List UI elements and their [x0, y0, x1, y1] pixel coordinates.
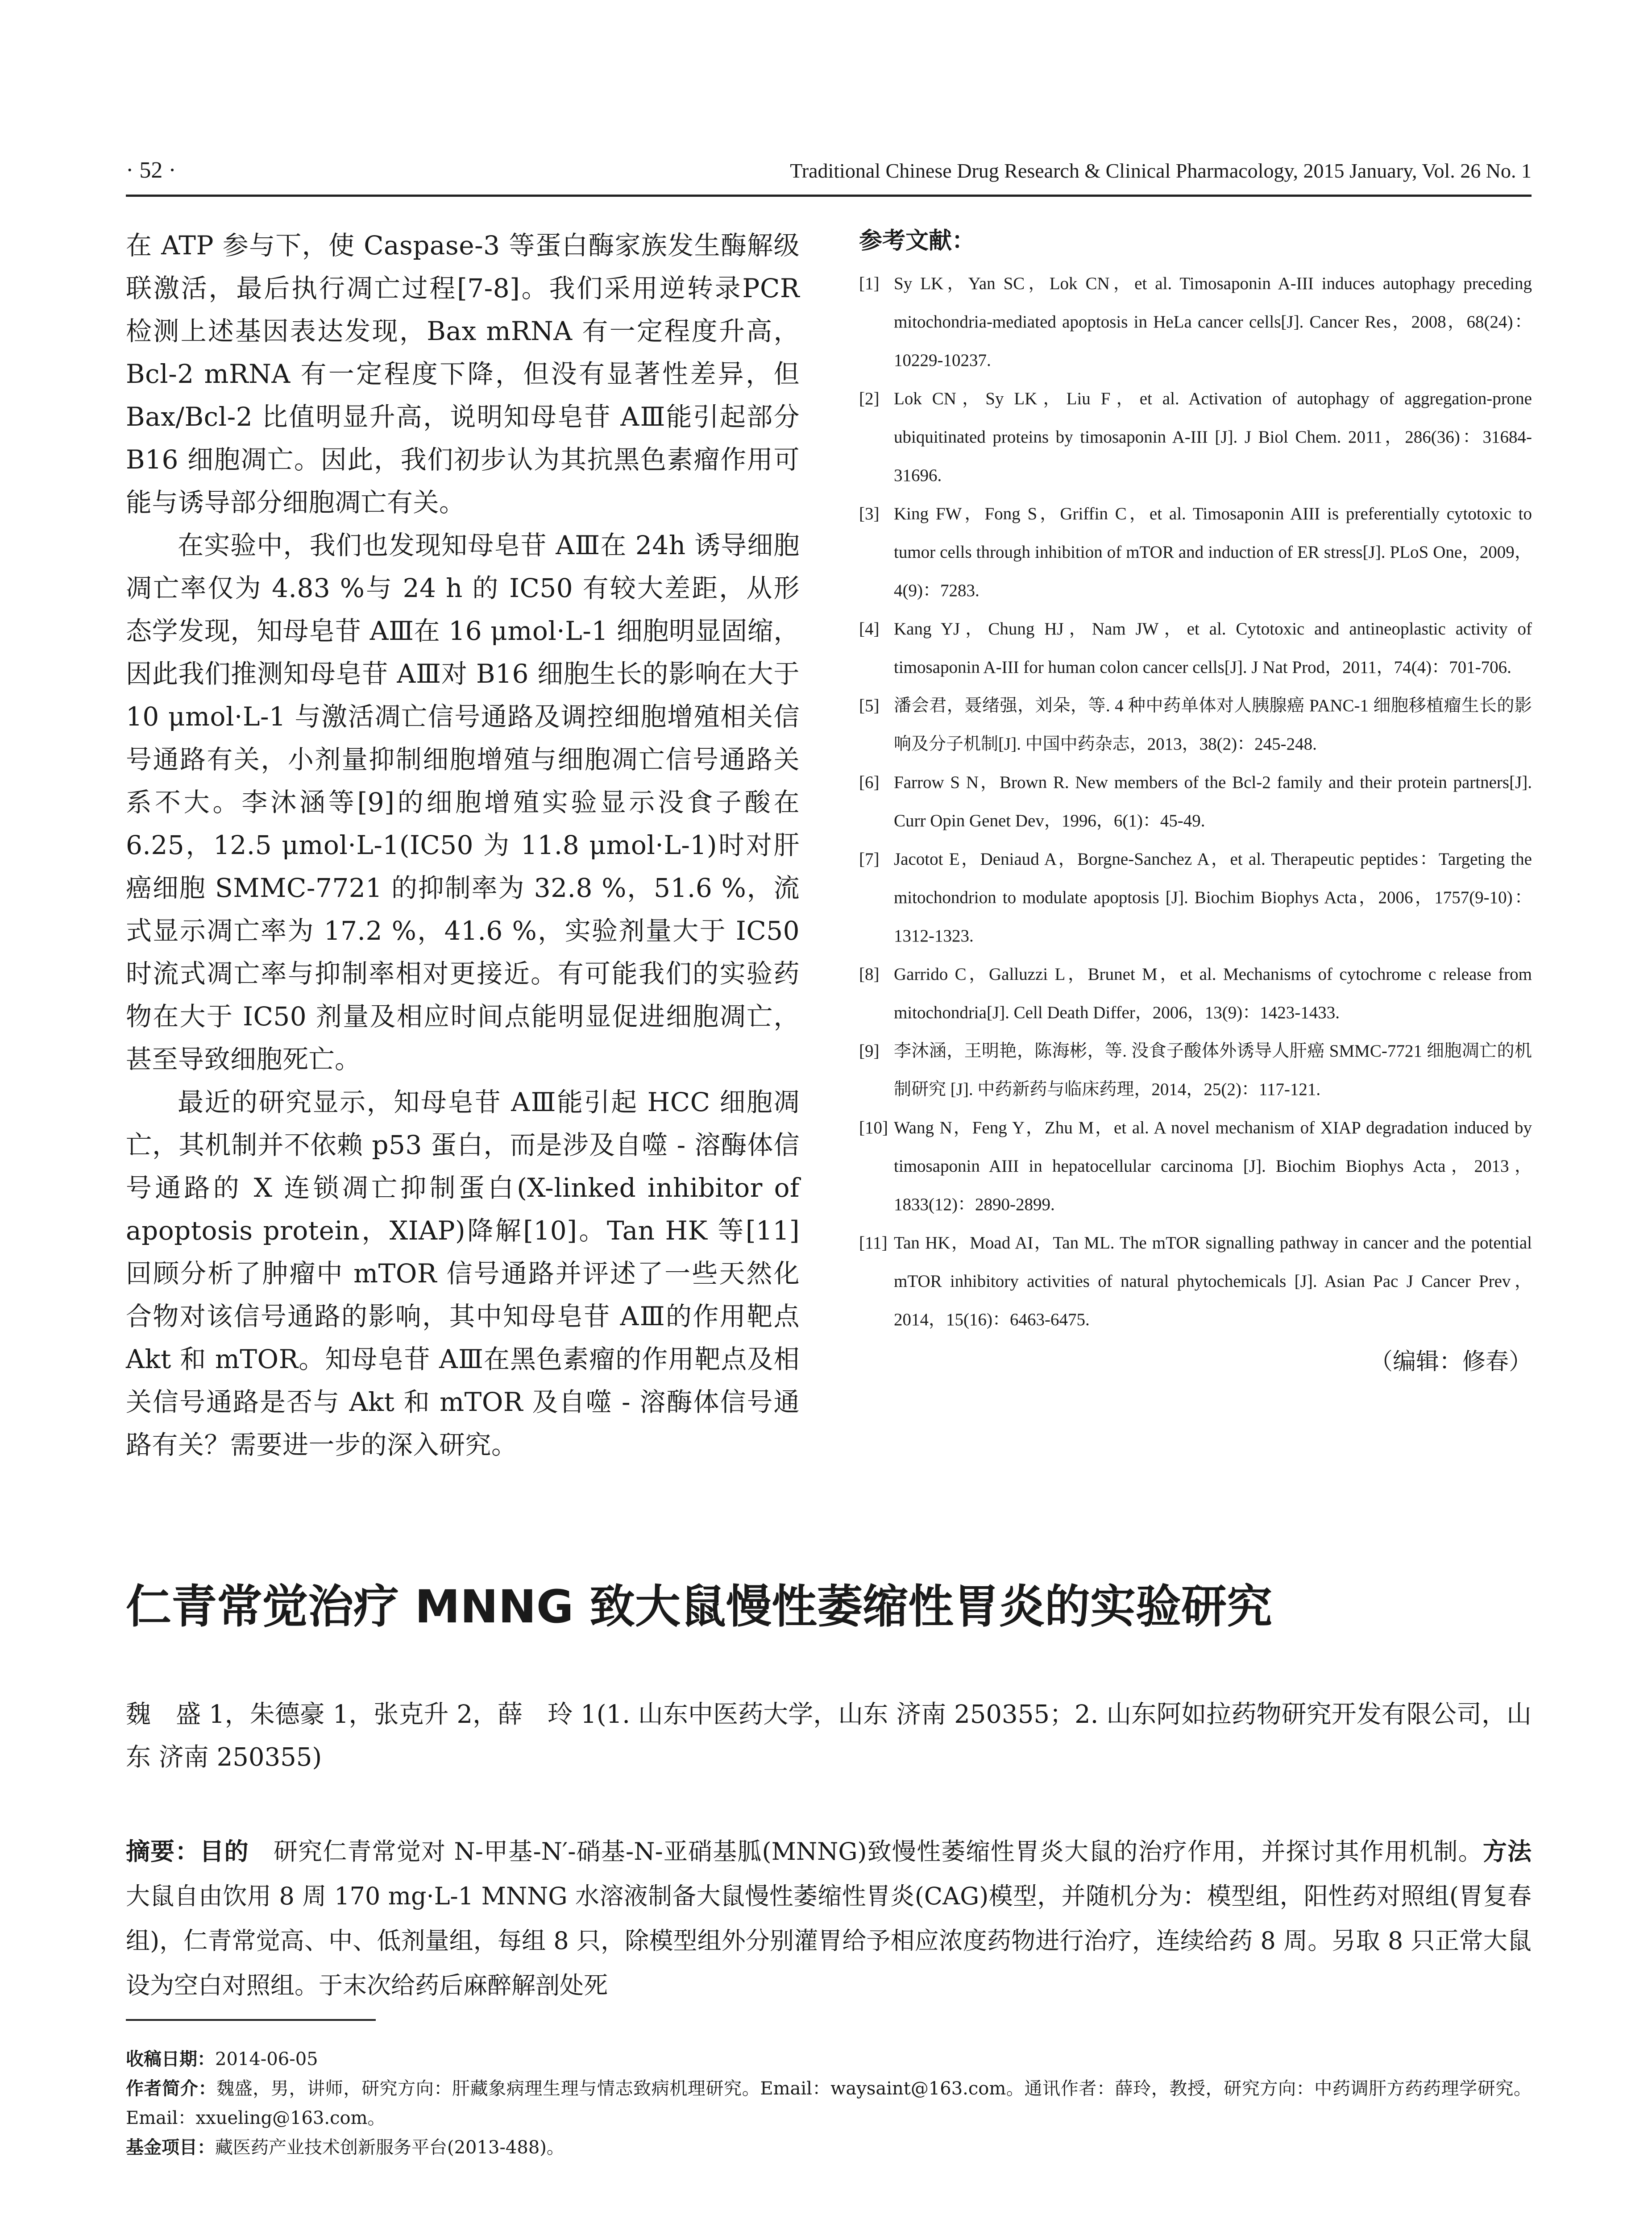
- left-column: [126, 224, 800, 1466]
- reference-item: [859, 380, 1532, 495]
- editor-note: （编辑：修春）: [1369, 1348, 1532, 1375]
- reference-number: [6]: [859, 773, 880, 792]
- reference-text: Tan HK，Moad AI，Tan ML. The mTOR signalling pathway in cancer and the potential mTOR inhibitory activities of natural phytochemicals [J]. Asian Pac J Cancer Prev，2014，15(16)：6463-6475.: [894, 1233, 1532, 1329]
- reference-text: Kang YJ，Chung HJ，Nam JW，et al. Cytotoxic and antineoplastic activity of timosaponin A-III for human colon cancer cells[J]. J Nat Prod，2011，74(4)：701-706.: [894, 619, 1532, 677]
- fund-label: 基金项目：: [126, 2137, 215, 2158]
- reference-text: Garrido C，Galluzzi L，Brunet M，et al. Mechanisms of cytochrome c release from mitochondria[J]. Cell Death Differ，2006，13(9)：1423-1433.: [894, 965, 1532, 1022]
- discussion-paragraph-2: 在实验中，我们也发现知母皂苷 AⅢ在 24h 诱导细胞凋亡率仅为 4.83 %与 24 h 的 IC50 有较大差距，从形态学发现，知母皂苷 AⅢ在 16 μmol·L-1 细胞明显固缩，因此我们推测知母皂苷 AⅢ对 B16 细胞生长的影响在大于 10 μmol·L-1 与激活凋亡信号通路及调控细胞增殖相关信号通路有关，小剂量抑制细胞增殖与细胞凋亡信号通路关系不大。李沐涵等[9]的细胞增殖实验显示没食子酸在 6.25，12.5 μmol·L-1(IC50 为 11.8 μmol·L-1)时对肝癌细胞 SMMC-7721 的抑制率为 32.8 %，51.6 %，流式显示凋亡率为 17.2 %，41.6 %，实验剂量大于 IC50 时流式凋亡率与抑制率相对更接近。有可能我们的实验药物在大于 IC50 剂量及相应时间点能明显促进细胞凋亡，甚至导致细胞死亡。: [126, 530, 800, 1074]
- discussion-paragraph-1: 在 ATP 参与下，使 Caspase-3 等蛋白酶家族发生酶解级联激活，最后执行凋亡过程[7-8]。我们采用逆转录PCR 检测上述基因表达发现，Bax mRNA 有一定程度升高，Bcl-2 mRNA 有一定程度下降，但没有显著性差异，但 Bax/Bcl-2 比值明显升高，说明知母皂苷 AⅢ能引起部分 B16 细胞凋亡。因此，我们初步认为其抗黑色素瘤作用可能与诱导部分细胞凋亡有关。: [126, 230, 800, 518]
- reference-number: [3]: [859, 504, 880, 523]
- abstract-label: 摘要：目的: [126, 1837, 249, 1866]
- received-date-note: [126, 2044, 1532, 2074]
- references-heading: 参考文献：: [859, 228, 975, 254]
- abstract: [126, 1829, 1532, 2008]
- reference-text: 潘会君，聂绪强，刘朵，等. 4 种中药单体对人胰腺癌 PANC-1 细胞移植瘤生长的影响及分子机制[J]. 中国中药杂志，2013，38(2)：245-248.: [894, 696, 1532, 754]
- reference-number: [2]: [859, 389, 880, 408]
- abstract-objective: 研究仁青常觉对 N-甲基-N′-硝基-N-亚硝基胍(MNNG)致慢性萎缩性胃炎大鼠的治疗作用，并探讨其作用机制。: [274, 1837, 1483, 1866]
- references-section: [859, 225, 1532, 1382]
- header-rule: [126, 195, 1532, 197]
- reference-text: King FW，Fong S，Griffin C，et al. Timosaponin AIII is preferentially cytotoxic to tumor cells through inhibition of mTOR and induction of ER stress[J]. PLoS One，2009，4(9)：7283.: [894, 504, 1532, 600]
- fund-note: [126, 2133, 1532, 2162]
- reference-item: [859, 1224, 1532, 1339]
- reference-item: [859, 840, 1532, 955]
- reference-item: [859, 610, 1532, 687]
- discussion-paragraph-3: 最近的研究显示，知母皂苷 AⅢ能引起 HCC 细胞凋亡，其机制并不依赖 p53 蛋白，而是涉及自噬 - 溶酶体信号通路的 X 连锁凋亡抑制蛋白(X-linked inhibitor of apoptosis protein，XIAP)降解[10]。Tan HK 等[11]回顾分析了肿瘤中 mTOR 信号通路并评述了一些天然化合物对该信号通路的影响，其中知母皂苷 AⅢ的作用靶点 Akt 和 mTOR。知母皂苷 AⅢ在黑色素瘤的作用靶点及相关信号通路是否与 Akt 和 mTOR 及自噬 - 溶酶体信号通路有关？需要进一步的深入研究。: [126, 1087, 800, 1460]
- running-header: [126, 157, 1532, 193]
- author-bio: 魏盛，男，讲师，研究方向：肝藏象病理生理与情志致病机理研究。Email：waysaint@163.com。通讯作者：薛玲，教授，研究方向：中药调肝方药药理学研究。Email：xxueling@163.com。: [126, 2078, 1532, 2128]
- author-affiliations: 魏 盛 1，朱德豪 1，张克升 2，薛 玲 1(1. 山东中医药大学，山东 济南 250355；2. 山东阿如拉药物研究开发有限公司，山东 济南 250355): [126, 1700, 1532, 1772]
- reference-item: [859, 763, 1532, 840]
- methods-label: 方法: [1482, 1837, 1532, 1866]
- reference-text: Sy LK，Yan SC，Lok CN，et al. Timosaponin A-III induces autophagy preceding mitochondria-mediated apoptosis in HeLa cancer cells[J]. Cancer Res，2008，68(24)：10229-10237.: [894, 274, 1532, 370]
- received-label: 收稿日期：: [126, 2049, 215, 2069]
- fund-project: 藏医药产业技术创新服务平台(2013-488)。: [215, 2137, 565, 2158]
- reference-text: Jacotot E，Deniaud A，Borgne-Sanchez A，et al. Therapeutic peptides：Targeting the mitochondrion to modulate apoptosis [J]. Biochim Biophys Acta，2006，1757(9-10)：1312-1323.: [894, 850, 1532, 945]
- reference-number: [1]: [859, 274, 880, 293]
- reference-item: [859, 955, 1532, 1032]
- reference-item: [859, 265, 1532, 380]
- page-number: · 52 ·: [126, 158, 176, 183]
- reference-text: Farrow S N，Brown R. New members of the Bcl-2 family and their protein partners[J]. Curr Opin Genet Dev，1996，6(1)：45-49.: [894, 773, 1532, 830]
- reference-text: Wang N，Feng Y，Zhu M，et al. A novel mechanism of XIAP degradation induced by timosaponin AIII in hepatocellular carcinoma [J]. Biochim Biophys Acta，2013，1833(12)：2890-2899.: [894, 1118, 1532, 1214]
- reference-number: [10]: [859, 1118, 888, 1137]
- reference-number: [9]: [859, 1041, 880, 1061]
- article-title: 仁青常觉治疗 MNNG 致大鼠慢性萎缩性胃炎的实验研究: [126, 1580, 1272, 1634]
- reference-item: [859, 495, 1532, 610]
- reference-number: [5]: [859, 696, 880, 715]
- reference-text: 李沐涵，王明艳，陈海彬，等. 没食子酸体外诱导人肝癌 SMMC-7721 细胞凋亡的机制研究 [J]. 中药新药与临床药理，2014，25(2)：117-121.: [894, 1041, 1532, 1099]
- journal-citation: Traditional Chinese Drug Research & Clinical Pharmacology, 2015 January, Vol. 26 No. 1: [790, 159, 1532, 182]
- received-date: 2014-06-05: [215, 2049, 318, 2069]
- reference-number: [4]: [859, 619, 880, 639]
- reference-number: [8]: [859, 965, 880, 984]
- reference-item: [859, 1109, 1532, 1224]
- reference-list: [859, 265, 1532, 1339]
- reference-text: Lok CN，Sy LK，Liu F，et al. Activation of autophagy of aggregation-prone ubiquitinated proteins by timosaponin A-III [J]. J Biol Chem. 2011，286(36)：31684-31696.: [894, 389, 1532, 485]
- reference-number: [7]: [859, 850, 880, 869]
- author-bio-label: 作者简介：: [126, 2078, 217, 2099]
- abstract-methods: 大鼠自由饮用 8 周 170 mg·L-1 MNNG 水溶液制备大鼠慢性萎缩性胃炎(CAG)模型，并随机分为：模型组，阳性药对照组(胃复春组)，仁青常觉高、中、低剂量组，每组 8 只，除模型组外分别灌胃给予相应浓度药物进行治疗，连续给药 8 周。另取 8 只正常大鼠设为空白对照组。于末次给药后麻醉解剖处死: [126, 1882, 1532, 1999]
- reference-item: [859, 687, 1532, 763]
- footnotes: [126, 2044, 1532, 2162]
- reference-item: [859, 1032, 1532, 1109]
- footnote-rule: [126, 2019, 376, 2021]
- author-bio-note: [126, 2074, 1532, 2133]
- reference-number: [11]: [859, 1233, 888, 1252]
